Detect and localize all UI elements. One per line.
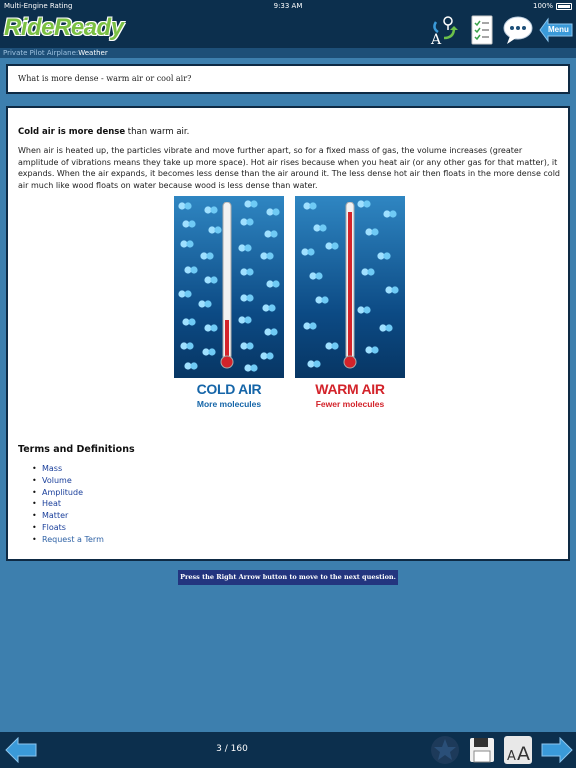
molecule-icon: [178, 202, 192, 210]
breadcrumb: Private Pilot Airplane:Weather: [0, 48, 576, 58]
molecule-icon: [240, 268, 254, 276]
rideready-logo: RideReady: [4, 14, 124, 41]
term-link[interactable]: • Volume: [32, 475, 104, 487]
terms-heading: Terms and Definitions: [18, 444, 135, 455]
molecule-icon: [383, 210, 397, 218]
svg-text:A: A: [431, 32, 442, 46]
question-counter: 3 / 160: [216, 744, 248, 754]
cold-warm-air-illustration: [174, 196, 406, 411]
molecule-icon: [357, 306, 371, 314]
carrier-label: Multi-Engine Rating: [4, 2, 73, 10]
menu-label: Menu: [548, 25, 569, 34]
molecule-icon: [307, 360, 321, 368]
molecule-icon: [266, 280, 280, 288]
footer-bar: [0, 732, 576, 768]
molecule-icon: [325, 242, 339, 250]
molecule-icon: [262, 304, 276, 312]
molecule-icon: [184, 266, 198, 274]
warm-thermometer-icon: [343, 202, 357, 370]
term-link[interactable]: • Amplitude: [32, 487, 104, 499]
answer-lead: [18, 127, 189, 137]
molecule-icon: [303, 322, 317, 330]
term-link[interactable]: • Matter: [32, 510, 104, 522]
molecule-icon: [208, 226, 222, 234]
molecule-icon: [365, 228, 379, 236]
menu-button[interactable]: [538, 16, 574, 44]
question-text: What is more dense - warm air or cool air?: [18, 74, 192, 83]
molecule-icon: [240, 218, 254, 226]
cold-air-title: COLD AIR: [196, 381, 262, 397]
molecule-icon: [361, 268, 375, 276]
next-arrow-icon[interactable]: [540, 737, 574, 763]
answer-box: [6, 106, 570, 561]
molecule-icon: [198, 300, 212, 308]
molecule-icon: [301, 248, 315, 256]
molecule-icon: [309, 272, 323, 280]
molecule-icon: [313, 224, 327, 232]
molecule-icon: [180, 240, 194, 248]
molecule-icon: [240, 294, 254, 302]
molecule-icon: [379, 324, 393, 332]
flashcard-icon[interactable]: [428, 14, 460, 46]
molecule-icon: [180, 342, 194, 350]
molecule-icon: [264, 230, 278, 238]
answer-lead-rest: than warm air.: [125, 127, 190, 137]
molecule-icon: [178, 290, 192, 298]
molecule-icon: [264, 328, 278, 336]
cold-thermometer-icon: [220, 202, 234, 370]
molecule-icon: [260, 252, 274, 260]
battery-icon: [556, 3, 572, 10]
warm-air-title: WARM AIR: [315, 381, 385, 397]
molecule-icon: [204, 276, 218, 284]
breadcrumb-parent[interactable]: Private Pilot Airplane: [3, 49, 76, 57]
battery-status: [533, 2, 572, 10]
molecule-icon: [266, 208, 280, 216]
molecule-icon: [240, 342, 254, 350]
save-icon[interactable]: [467, 735, 497, 765]
molecule-icon: [182, 318, 196, 326]
molecule-icon: [365, 346, 379, 354]
svg-text:A: A: [507, 749, 516, 764]
term-link[interactable]: • Floats: [32, 522, 104, 534]
status-bar: [0, 0, 576, 12]
question-box: [6, 64, 570, 94]
molecule-icon: [315, 296, 329, 304]
text-size-icon[interactable]: [503, 735, 533, 765]
molecule-icon: [182, 220, 196, 228]
warm-air-panel: [295, 196, 405, 378]
molecule-icon: [303, 202, 317, 210]
answer-lead-bold: Cold air is more dense: [18, 127, 126, 137]
term-link[interactable]: • Heat: [32, 498, 104, 510]
breadcrumb-current: Weather: [78, 49, 108, 57]
cold-air-panel: [174, 196, 284, 378]
molecule-icon: [238, 244, 252, 252]
battery-percent: 100%: [532, 2, 553, 10]
molecule-icon: [260, 352, 274, 360]
molecule-icon: [238, 316, 252, 324]
molecule-icon: [377, 252, 391, 260]
molecule-icon: [357, 200, 371, 208]
term-link[interactable]: • Mass: [32, 463, 104, 475]
molecule-icon: [244, 200, 258, 208]
cold-air-subtitle: More molecules: [196, 399, 262, 409]
molecule-icon: [200, 252, 214, 260]
answer-paragraph: When air is heated up, the particles vibrate and move further apart, so for a fixed mass of gas, the volume increases (greater amplitude of vibrations means they take up more space). Hot air rises because when you heat air (or any other gas for that matter), it expands. When the air expands, it becomes less dense than the air around it. The less dense hot air then floats in the more dense cold air much like wood floats on water because wood is less dense than water.: [18, 146, 561, 190]
molecule-icon: [204, 206, 218, 214]
instruction-banner: Press the Right Arrow button to move to the next question.: [178, 570, 398, 585]
app-header: [0, 12, 576, 48]
request-term-link[interactable]: • Request a Term: [32, 534, 104, 546]
terms-list: [32, 463, 104, 546]
checklist-icon[interactable]: [466, 14, 498, 46]
molecule-icon: [325, 342, 339, 350]
warm-air-subtitle: Fewer molecules: [315, 399, 385, 409]
molecule-icon: [202, 348, 216, 356]
chat-icon[interactable]: [502, 14, 534, 46]
svg-text:A: A: [517, 743, 530, 765]
molecule-icon: [184, 362, 198, 370]
molecule-icon: [244, 364, 258, 372]
molecule-icon: [385, 286, 399, 294]
clock: 9:33 AM: [273, 2, 303, 10]
star-bookmark-icon[interactable]: [430, 735, 460, 765]
molecule-icon: [204, 324, 218, 332]
